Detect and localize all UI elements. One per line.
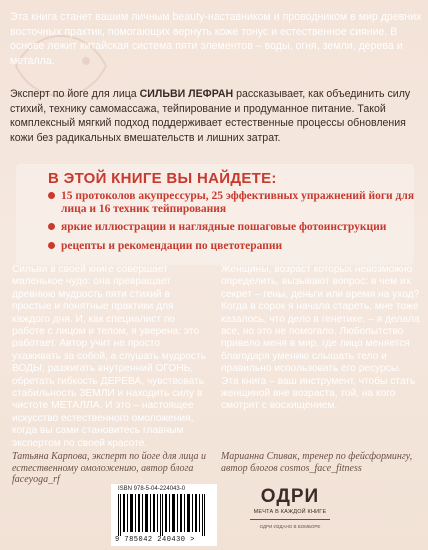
bullet-icon [48, 223, 55, 230]
feature-text: яркие иллюстрации и наглядные пошаговые фотоинструкции [61, 221, 387, 233]
publisher-tagline: МЕЧТА В КАЖДОЙ КНИГЕ [253, 509, 327, 515]
review-signature-left: Татьяна Карпова, эксперт по йоге для лица и естественному омоложению, автор блога faceyoga_rf [12, 451, 207, 486]
feature-text: рецепты и рекомендации по цветотерапии [61, 239, 283, 252]
expert-text-after: рассказывает, как объединить силу стихий, технику самомассажа, тейпирование и продуманное питание. Такой комплексный мягкий подход поддерживает естественные процессы обновления кожи без радикальных вмешательств и лишних затрат. [10, 88, 411, 144]
intro-paragraph: Эта книга станет вашим личным beauty-наставником и проводником в мир древних восточных практик, помогающих вернуть коже тонус и естественное сияние. В основе лежит китайская система пяти элементов – воды, огня, земли, дерева и металла. [10, 11, 422, 67]
expert-paragraph [10, 87, 422, 145]
publisher-imprint: ОДРИ ИЗДАНО В БОМБОРЕ [259, 524, 321, 529]
review-text-right: Женщины, возраст которых невозможно определить, вызывают вопрос: в чем их секрет – гены, деньги или время на уход? Когда в сорок я начала стареть, мне тоже казалось, что дело в генетике, – я делала все, но это не помогало. Любопытство привело меня в мир, где лицо меняется благодаря умению слышать тело и правильно использовать его ресурсы. Эта книга – ваш инструмент, чтобы стать женщиной вне возраста, той, на кого смотрят с восхищением. [221, 264, 420, 412]
barcode-number: 9 785042 240430 > [115, 536, 195, 544]
features-title: В ЭТОЙ КНИГЕ ВЫ НАЙДЕТЕ: [48, 170, 277, 187]
barcode-icon [116, 494, 212, 536]
feature-item [48, 221, 418, 234]
bullet-icon [48, 242, 55, 249]
feature-item [48, 190, 418, 215]
publisher-name: ОДРИ [260, 486, 320, 507]
expert-text-before: Эксперт по йоге для лица [10, 88, 140, 100]
isbn-label: ISBN 978-5-04-224043-0 [118, 486, 186, 492]
review-signature-right: Марианна Спивак, тренер по фейсформингу, автор блогов cosmos_face_fitness [221, 451, 413, 474]
feature-text: 15 протоколов акупрессуры, 25 эффективных упражнений йоги для лица и 16 техник тейпирования [61, 190, 415, 215]
publisher-logo [250, 486, 330, 529]
feature-item [48, 240, 418, 253]
logo-divider [250, 519, 330, 520]
review-text-left: Сильви в своей книге совершает маленькое чудо: она превращает древнюю мудрость пяти стихий в простые и понятные практики для каждого дня. И, как специалист по работе с лицом и телом, я уверена: это работает. Автор учит не просто ухаживать за собой, а слушать мудрость ВОДЫ, разжигать внутренний ОГОНЬ, обретать гибкость ДЕРЕВА, чувствовать стабильность ЗЕМЛИ и находить силу в чистоте МЕТАЛЛА. И это – настоящее искусство естественного омоложения, когда вы сами становитесь главным экспертом по своей красоте. [12, 264, 206, 449]
features-list [48, 190, 418, 258]
bullet-icon [48, 192, 55, 199]
author-name: СИЛЬВИ ЛЕФРАН [139, 88, 234, 100]
